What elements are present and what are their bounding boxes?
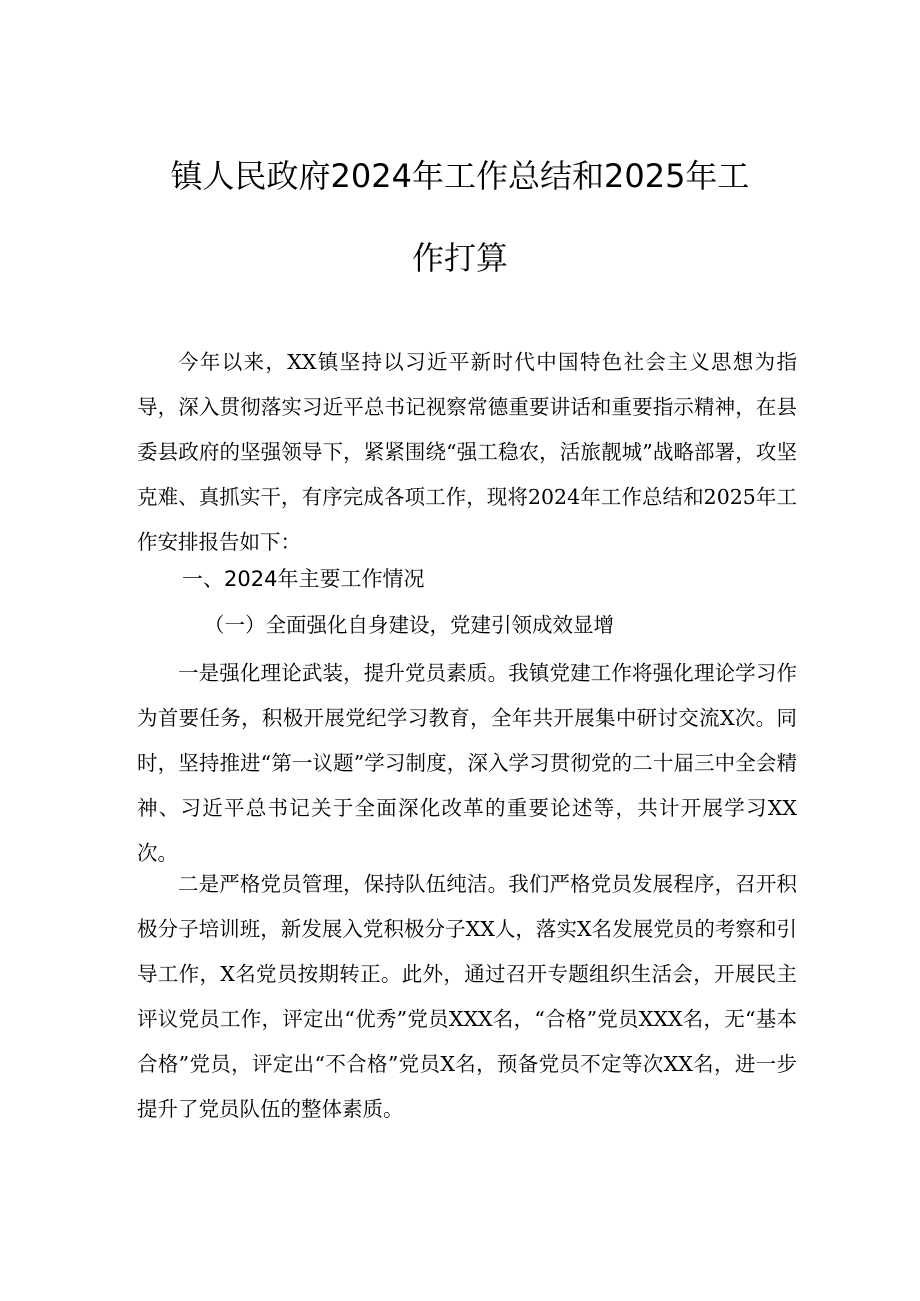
document-title-line-2: 作打算 <box>411 239 508 277</box>
intro-paragraph: 今年以来，XX镇坚持以习近平新时代中国特色社会主义思想为指导，深入贯彻落实习近平总书记视察常德重要讲话和重要指示精神，在县委县政府的坚强领导下，紧紧围绕“强工稳农，活旅靓城”战略部署，攻坚克难、真抓实干，有序完成各项工作，现将2024年工作总结和2025年工作安排报告如下： <box>137 350 797 554</box>
section-heading: 一、2024年主要工作情况 <box>182 567 425 591</box>
subsection-heading: （一）全面强化自身建设，党建引领成效显增 <box>204 613 614 637</box>
body-paragraph-1: 一是强化理论武装，提升党员素质。我镇党建工作将强化理论学习作为首要任务，积极开展党纪学习教育，全年共开展集中研讨交流X次。同时，坚持推进“第一议题”学习制度，深入学习贯彻党的二十届三中全会精神、习近平总书记关于全面深化改革的重要论述等，共计开展学习XX次。 <box>137 661 797 865</box>
document-title-line-1: 镇人民政府2024年工作总结和2025年工 <box>170 157 750 195</box>
body-paragraph-2: 二是严格党员管理，保持队伍纯洁。我们严格党员发展程序，召开积极分子培训班，新发展入党积极分子XX人，落实X名发展党员的考察和引导工作，X名党员按期转正。此外，通过召开专题组织生活会，开展民主评议党员工作，评定出“优秀”党员XXX名，“合格”党员XXX名，无“基本合格”党员，评定出“不合格”党员X名，预备党员不定等次XX名，进一步提升了党员队伍的整体素质。 <box>137 872 797 1121</box>
